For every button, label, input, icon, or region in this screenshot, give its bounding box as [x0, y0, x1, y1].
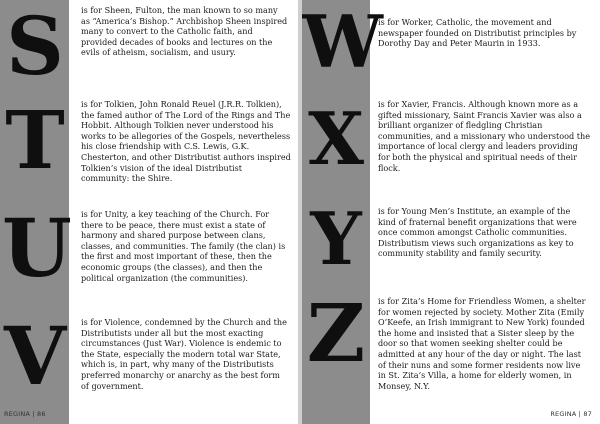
page-folio: REGINA | 87 — [550, 410, 592, 418]
drop-letter-u: U — [2, 201, 72, 295]
drop-letter-v: V — [3, 309, 67, 403]
entry-text-w: is for Worker, Catholic, the movement and newspaper founded on Distributist principles by Dorothy Day and Peter Maurin in 1933. — [378, 17, 577, 49]
right-page — [302, 0, 600, 424]
drop-letter-t: T — [5, 93, 65, 187]
drop-letter-s: S — [6, 0, 64, 93]
drop-letter-y: Y — [310, 196, 362, 281]
entry-text-u: is for Unity, a key teaching of the Church. For there to be peace, there must exist a state of harmony and shared purpose between clans, classes, and communities. The family (the clan) is the first and most important of these, then the economic groups (the classes), and then the political organization (the communities). — [81, 209, 286, 283]
drop-letter-w: W — [302, 0, 383, 84]
left-page — [0, 0, 298, 424]
drop-letter-z: Z — [306, 286, 366, 380]
page-folio: REGINA | 86 — [4, 410, 46, 418]
entry-text-x: is for Xavier, Francis. Although known more as a gifted missionary, Saint Francis Xavier was also a brilliant organizer of fledgling Christian communities, and a missionary who understood the importance of local clergy and leaders providing for both the physical and spiritual needs of their flock. — [378, 99, 590, 173]
entry-text-y: is for Young Men’s Institute, an example of the kind of fraternal benefit organizations that were once common amongst Catholic communities. Distributism views such organizations as key to community stability and family security. — [378, 206, 577, 259]
entry-text-v: is for Violence, condemned by the Church and the Distributists under all but the most exacting circumstances (Just War). Violence is endemic to the State, especially the modern total war State, which is, in part, why many of the Distributists preferred monarchy or anarchy as the best form of government. — [81, 317, 287, 391]
entry-text-t: is for Tolkien, John Ronald Reuel (J.R.R. Tolkien), the famed author of The Lord of the Rings and The Hobbit. Although Tolkien never understood his works to be allegories of the Gospels, nevertheless his close friendship with C.S. Lewis, G.K. Chesterton, and other Distributist authors inspired Tolkien’s vision of the ideal Distributist community: the Shire. — [81, 99, 291, 184]
entry-text-s: is for Sheen, Fulton, the man known to so many as “America’s Bishop.” Archbishop Sheen inspired many to convert to the Catholic faith, and provided decades of books and lectures on the evils of atheism, socialism, and usury. — [81, 5, 288, 58]
drop-letter-x: X — [308, 96, 364, 181]
entry-text-z: is for Zita’s Home for Friendless Women, a shelter for women rejected by society. Mother Zita (Emily O’Keefe, an Irish immigrant to New York) founded the home and insisted that a Sister sleep by the door so that women seeking shelter could be admitted at any hour of the day or night. The last of their nuns and some former residents now live in St. Zita’s Villa, a home for elderly women, in Monsey, N.Y. — [378, 296, 586, 391]
